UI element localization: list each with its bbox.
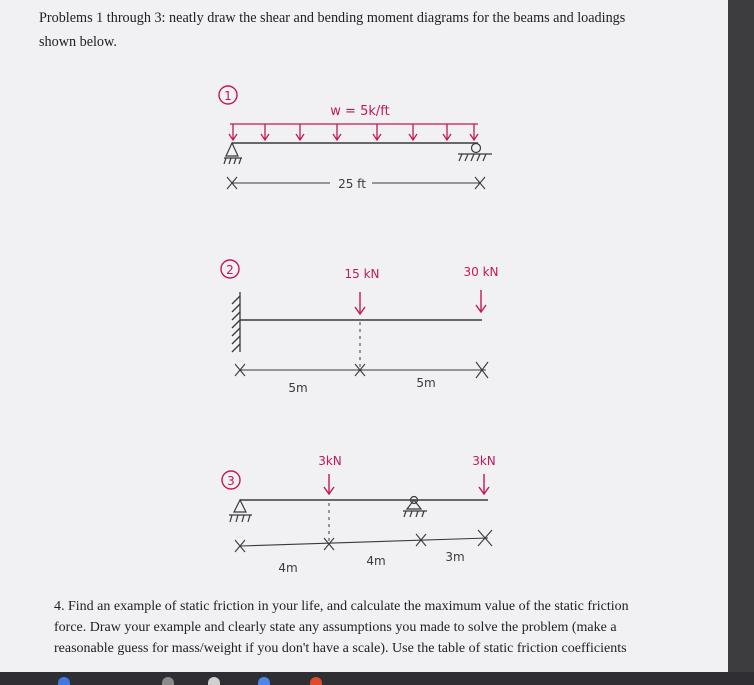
problem-3-span-1-label: 4m — [278, 561, 298, 575]
instructions-line-2: shown below. — [39, 34, 117, 50]
problem-2 — [221, 260, 499, 395]
taskbar-icon[interactable] — [162, 677, 174, 685]
taskbar-icon[interactable] — [208, 677, 220, 685]
problem-4-line-3: reasonable guess for mass/weight if you don't have a scale). Use the table of static friction coefficients — [54, 641, 627, 656]
problem-2-span-1-label: 5m — [288, 381, 308, 395]
problem-3-number: 3 — [227, 474, 235, 488]
problem-3-span-3-label: 3m — [445, 550, 465, 564]
point-load-3kn-right-label: 3kN — [472, 454, 496, 468]
problem-2-span-2-label: 5m — [416, 376, 436, 390]
distributed-load-label: w = 5k/ft — [330, 104, 390, 119]
problem-4-text — [54, 596, 654, 659]
problem-1-number: 1 — [224, 89, 232, 103]
problem-3-dimension — [235, 530, 492, 552]
problem-2-load-arrows — [355, 290, 486, 314]
taskbar-icon[interactable] — [310, 677, 322, 685]
problem-4-line-1: 4. Find an example of static friction in your life, and calculate the maximum value of the static friction — [54, 599, 629, 614]
pin-support-left — [224, 143, 242, 164]
problem-4-line-2: force. Draw your example and clearly state any assumptions you made to solve the problem (make a — [54, 620, 617, 635]
point-load-3kn-left-label: 3kN — [318, 454, 342, 468]
taskbar-icon[interactable] — [58, 677, 70, 685]
problem-2-dimension — [235, 362, 488, 378]
problem-2-number: 2 — [226, 263, 234, 277]
problem-3 — [222, 454, 496, 575]
distributed-load-arrows — [229, 124, 478, 140]
instructions-line-1: Problems 1 through 3: neatly draw the shear and bending moment diagrams for the beams and loadings — [39, 10, 626, 26]
problem-3-span-2-label: 4m — [366, 554, 386, 568]
problem-1-span-label: 25 ft — [338, 177, 366, 191]
taskbar-icon[interactable] — [258, 677, 270, 685]
problem-1 — [219, 86, 492, 191]
problem-3-load-arrows — [324, 474, 489, 494]
point-load-30kn-label: 30 kN — [463, 265, 499, 279]
pin-support-left-3 — [229, 500, 252, 522]
roller-support-right — [458, 144, 492, 162]
point-load-15kn-label: 15 kN — [344, 267, 380, 281]
fixed-wall-support — [232, 292, 240, 352]
